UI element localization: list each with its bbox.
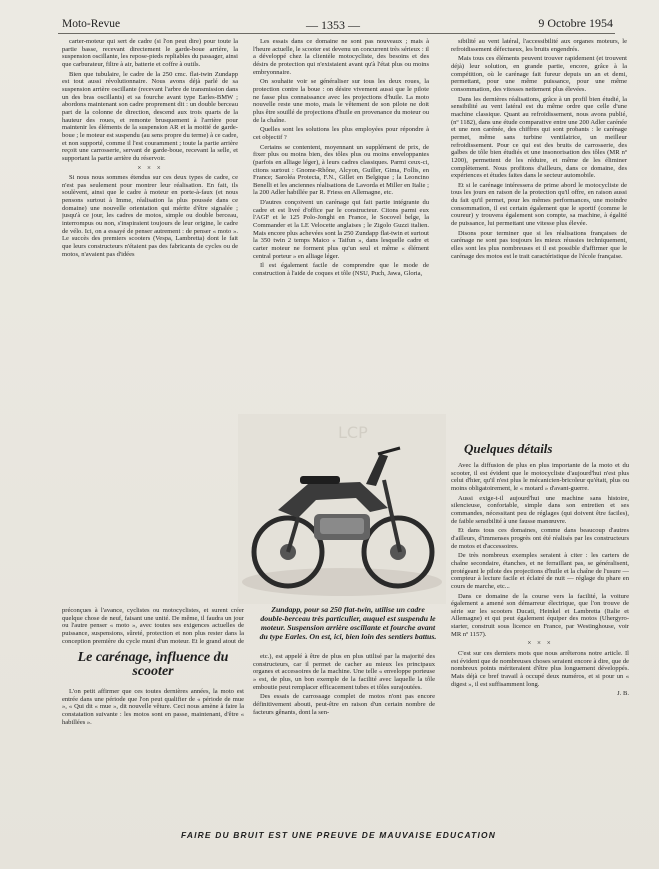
column-3-top — [451, 38, 627, 436]
paragraph: Aussi exige-t-il aujourd'hui une machine sans histoire, silencieuse, confortable, simple dans son entretien et ses commandes, nécessitant peu de réglages (qui doivent être faciles), de faible sensibilité à une fausse manœuvre. — [451, 494, 629, 525]
column-1-continued: préconçues à l'avance, cyclistes ou motocyclistes, et surent créer quelque chose de neuf, faisant une unité. De même, il faudra un jour ou l'autre penser « moto », avec toutes ses exigences actuelles de puissance, suspensions, sûreté, protection et non plus rester dans la conception première du cycle muni d'un moteur. Et le grand atout de — [62, 607, 244, 645]
paragraph: etc.), est appelé à être de plus en plus utilisé par la majorité des constructeurs, car il permet de cacher au mieux les principaux organes et accessoires de la machine. Une telle « enveloppe porteuse » est, de plus, un bon exemple de la facilité avec laquelle la tôle emboutie peut remplacer efficacement tubes et tôles surajoutées. — [253, 653, 435, 691]
paragraph: C'est sur ces derniers mots que nous arrêterons notre article. Il est évident que de nombreuses choses seraient encore à dire, que de nombreux points mériteraient d'être plus longuement développés. Mais déjà ce bref travail à occupé deux numéros, et si pour un « digest », il est suffisamment long. — [451, 650, 629, 688]
section-heading-details: Quelques détails — [464, 441, 553, 456]
paragraph: Mais tous ces éléments peuvent trouver rapidement (et trouvent déjà) leur solution, en grande partie, encore, grâce à la compétition, où le carénage fait fureur depuis un an et demi, permettant, pour une même puissance, pour une même consommation, des vitesses nettement plus élevées. — [451, 55, 627, 93]
issue-date: 9 Octobre 1954 — [538, 16, 613, 30]
page-number: — 1353 — — [306, 18, 360, 32]
header-rule — [58, 33, 615, 34]
paragraph: Dans ce domaine de la course vers la facilité, la voiture également a amené son démarreur électrique, que l'on trouve de série sur les scooters Ducati, Heinkel et Lambretta (Italie et Allemagne) et qui peut également équiper des motos (Uhergyro-starter, construit sous licence en France, par Westinghouse, voir MR nº 1157). — [451, 592, 629, 638]
paragraph: sibilité au vent latéral, l'accessibilité aux organes moteurs, le refroidissement défectueux, les bruits engendrés. — [451, 38, 627, 53]
paragraph: Et si le carénage intéressera de prime abord le motocycliste de tous les jours en raison de la protection qu'il offre, en raison aussi du fait qu'il permet, pour les mêmes performances, une moindre consommation, il est certain également que le sportif (comme le coureur) y trouvera également son compte, sa machine, à égalité de puissance, lui permettant une vitesse plus élevée. — [451, 181, 627, 228]
paragraph: Et dans tous ces domaines, comme dans beaucoup d'autres d'ailleurs, d'immenses progrès ont été réalisés par les constructeurs de motos et d'accessoires. — [451, 527, 629, 550]
column-2-bottom — [253, 653, 435, 817]
magazine-title: Moto-Revue — [62, 18, 121, 30]
paragraph: Disons pour terminer que si les réalisations françaises de carénage ne sont pas toujours les mieux réussies techniquement, elles sont les plus nombreuses et il est possible d'affirmer que le carénage des motos est le trait caractéristique de l'école française. — [451, 229, 627, 260]
svg-text:LCP: LCP — [338, 423, 368, 442]
column-1-top — [62, 38, 238, 635]
column-3-bottom — [451, 462, 629, 820]
paragraph: Bien que tubulaire, le cadre de la 250 cmc. flat-twin Zundapp est tout aussi révolutionnaire. Nous avons déjà parlé de sa suspension arrière oscillante (recevant l'arbre de transmission dans un des bras oscillants) et sa fourche avant type Earles-BMW ; abordons maintenant son cadre proprement dit : un double berceau part de la colonne de direction, descend aux trois quarts de la hauteur des roues, et remonte brusquement à l'arrière pour maintenir les éléments de la suspension AR et la moitié de garde-boue ; le moteur est suspendu (au sens propre du terme) à ce cadre, et non supporté, comme il l'est couramment ; toute la partie arrière reçoit une carrosserie, servant de garde-boue, recevant la selle, et supportant la partie arrière du réservoir. — [62, 70, 238, 162]
photo-caption: Zundapp, pour sa 250 flat-twin, utilise un cadre double-berceau très particulier, auquel est suspendu le moteur. Suspension arrière oscillante et fourche avant du type Earles. On est, ici, bien loin des sentiers battus. — [259, 605, 437, 641]
author-signature: J. B. — [617, 690, 629, 698]
paragraph: On souhaite voir se généraliser sur tous les deux roues, la protection contre la boue : on désire vivement aussi que le pilote ne fasse plus connaissance avec les projections d'huile. La moto nouvelle reste une moto, mais le vêtement de son pilote ne doit plus être souillé de projections d'huile en provenance du moteur ou de la chaîne. — [253, 78, 429, 124]
motorcycle-photo — [238, 414, 446, 604]
paragraph: Avec la diffusion de plus en plus importante de la moto et du scooter, il est évident que le motocycliste d'aujourd'hui n'est plus celui d'hier, qu'il n'est plus le mécanicien-bricoleur qu'était, plus ou moins obligatoirement, le « motard » d'avant-guerre. — [451, 462, 629, 492]
paragraph: Quelles sont les solutions les plus employées pour répondre à cet objectif ? — [253, 126, 429, 141]
footer-slogan: FAIRE DU BRUIT EST UNE PREUVE DE MAUVAISE EDUCATION — [181, 830, 496, 840]
paragraph: De très nombreux exemples seraient à citer : les carters de chaîne secondaire, étanches, et ne ferraillant pas, se généralisent, protégeant le pilote des projections d'huile et la chaîne de l'usure — compteur à lecture facile et éclairé de nuit — réglage du phare en cours de marche, etc... — [451, 552, 629, 590]
paragraph: D'autres conçoivent un carénage qui fait partie intégrante du cadre et est livré d'office par le constructeur. Citons parmi eux l'AGF et le 125 Polo-Jonghi en France, le Socovel belge, la Commander et la LE Velocette anglaises ; le Zigolo Guzzi italien. Mais encore plus achevées sont la 250 Zundapp flat-twin et surtout la 350 twin 2 temps Maico « Taifun », dans lesquelle cadre et carter moteur ne forment plus qu'un seul et même « élément central porteur » en alliage léger. — [253, 199, 429, 260]
page-header — [0, 10, 659, 32]
paragraph: L'on petit affirmer que ces toutes dernières années, la moto est entrée dans une période que l'on peut qualifier de « période de mue », « Qui dit « mue », dit nouvelle vêture. Ceci nous amène à faire la constatation suivante : les motos sont en passe, maintenant, d'être « habillées ». — [62, 688, 244, 726]
paragraph: Des essais de carrossage complet de motos n'ont pas encore définitivement abouti, peut-être en raison d'un certain nombre de facteurs gênants, dont la sen- — [253, 693, 435, 716]
section-separator: × × × — [137, 163, 163, 172]
paragraph: Les essais dans ce domaine ne sont pas nouveaux ; mais à l'heure actuelle, le scooter est devenu un concurrent très sérieux : il a développé chez la clientèle motocycliste, des besoins et des désirs de protection qui n'existaient avant qu'à l'état plus ou moins embryonnaire. — [253, 38, 429, 76]
paragraph: Dans les dernières réalisations, grâce à un profil bien étudié, la sensibilité au vent latéral est du même ordre que celle d'une machine classique. Quant au refroidissement, nous avons publié, (nº 1182), dans une étude comparative entre une 200 Adler carénée et une non carénée, des chiffres qui sont probants : le carénage permet, même sans turbine ventilatrice, un meilleur refroidissement. Pour ce qui est des bruits de carrosserie, des galbes de tôle bien étudiés et une insonorisation des tôles (MR nº 1200), permettent de les réduire, et même de les éliminer complètement. Nous profitons d'ailleurs, dans ce domaine, des expériences et études faites dans le secteur automobile. — [451, 95, 627, 180]
section-separator: × × × — [527, 639, 553, 648]
paragraph: Certains se contentent, moyennant un supplément de prix, de fixer plus ou moins bien, des tôles plus ou moins enveloppantes (parfois en alliage léger), à leurs cadres classiques. Parmi ceux-ci, citons surtout : Gnome-Rhône, Alcyon, Guiller, Gima, Follis, en France; Saroléa Protecta, F.N., Gillet en Belgique ; la Leoncino Benelli et les anciennes réalisations de Lavorda et Miller en Italie ; la 200 Adler habillée par R. Friess en Allemagne, etc. — [253, 143, 429, 197]
section-heading-carenage: Le carénage, influence du scooter — [77, 650, 229, 679]
paragraph: Il est également facile de comprendre que le mode de construction à l'aide de coques et tôle (NSU, Puch, Jawa, Gloria, — [253, 262, 429, 278]
paragraph: Si nous nous sommes étendus sur ces deux types de cadre, ce n'est pas seulement pour montrer leur réalisation. En fait, ils soulèvent, ainsi que le cadre à moteur en porte-à-faux (et nous pensons surtout à Imme, réalisation la plus poussée dans ce domaine) une nouvelle orientation qui mérite d'être signalée ; jusqu'à ce jour, les cadres de motos, simple ou double berceau, interrompus ou non, s'inspiraient toujours de leur origine, le cadre de vélo. Ici, on a essayé de penser autrement : de penser « moto ». Le succès des premiers scooters (Vespa, Lambretta) dont le fait que leurs constructeurs n'étaient pas des fabricants de cycles ou de motos, n'avaient pas d'idées — [62, 174, 238, 258]
paragraph: carter-moteur qui sert de cadre (si l'on peut dire) pour toute la partie basse, recevant directement le garde-boue arrière, la suspension oscillante, les repose-pieds repliables du passager, ainsi que carburateur, filtre à air, batterie et coffre à outils. — [62, 38, 238, 68]
column-1-bottom — [62, 688, 244, 812]
column-2-top — [253, 38, 429, 410]
